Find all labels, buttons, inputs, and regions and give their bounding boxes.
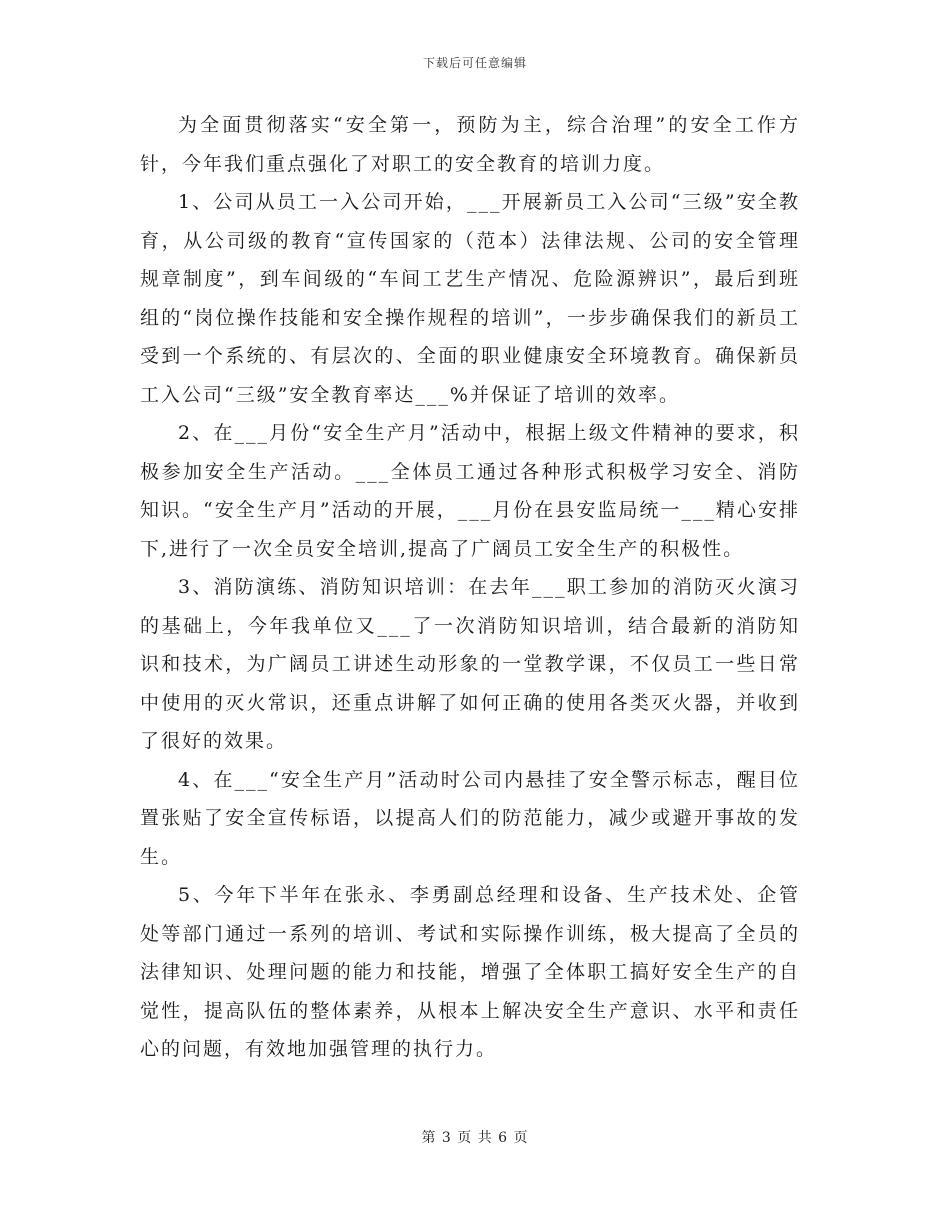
paragraph-item-2: 2、在___月份“安全生产月”活动中，根据上级文件精神的要求，积极参加安全生产活动。___全体员工通过各种形式积极学习安全、消防知识。“安全生产月”活动的开展，___月份在县安监局统一___精心安排下,进行了一次全员安全培训,提高了广阔员工安全生产的积极性。 (140, 422, 800, 560)
page-number-footer: 第 3 页 共 6 页 (421, 1130, 529, 1146)
document-body (140, 106, 800, 1069)
paragraph-item-4: 4、在___“安全生产月”活动时公司内悬挂了安全警示标志，醒目位置张贴了安全宣传标语，以提高人们的防范能力，减少或避开事故的发生。 (140, 768, 800, 868)
paragraph-item-1: 1、公司从员工一入公司开始，___开展新员工入公司“三级”安全教育，从公司级的教育“宣传国家的（范本）法律法规、公司的安全管理规章制度”，到车间级的“车间工艺生产情况、危险源辨识”，最后到班组的“岗位操作技能和安全操作规程的培训”，一步步确保我们的新员工受到一个系统的、有层次的、全面的职业健康安全环境教育。确保新员工入公司“三级”安全教育率达___%并保证了培训的效率。 (140, 191, 800, 406)
paragraph-intro: 为全面贯彻落实“安全第一，预防为主，综合治理”的安全工作方针，今年我们重点强化了对职工的安全教育的培训力度。 (140, 114, 800, 175)
paragraph-item-3: 3、消防演练、消防知识培训：在去年___职工参加的消防灭火演习的基础上，今年我单位又___了一次消防知识培训，结合最新的消防知识和技术，为广阔员工讲述生动形象的一堂教学课，不仅员工一些日常中使用的灭火常识，还重点讲解了如何正确的使用各类灭火器，并收到了很好的效果。 (140, 576, 800, 752)
page-header-note: 下载后可任意编辑 (422, 56, 527, 70)
paragraph-item-5: 5、今年下半年在张永、李勇副总经理和设备、生产技术处、企管处等部门通过一系列的培训、考试和实际操作训练，极大提高了全员的法律知识、处理问题的能力和技能，增强了全体职工搞好安全生产的自觉性，提高队伍的整体素养，从根本上解决安全生产意识、水平和责任心的问题，有效地加强管理的执行力。 (140, 884, 800, 1060)
